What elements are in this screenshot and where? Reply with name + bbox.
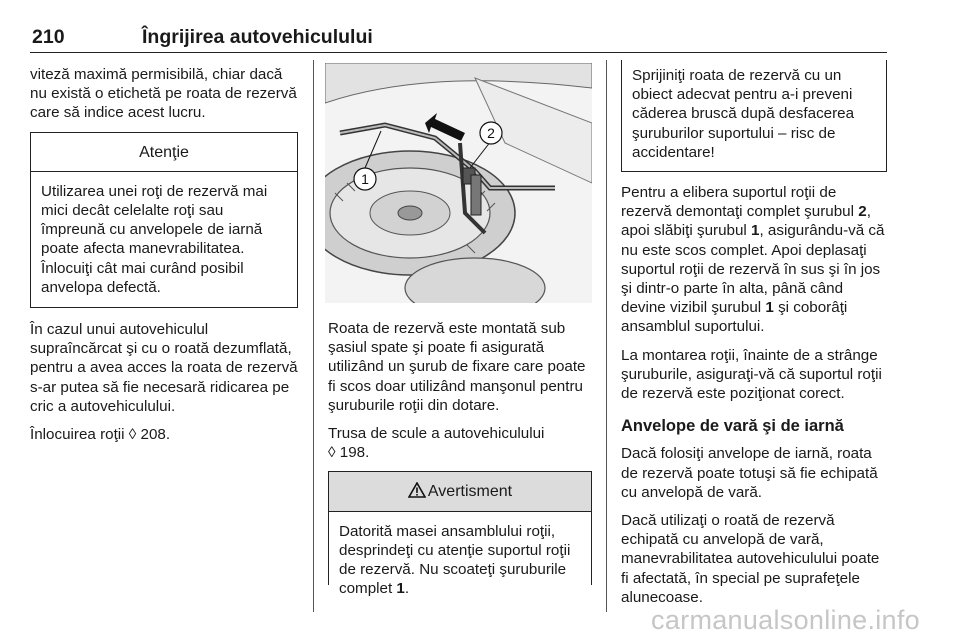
column-left <box>30 65 298 453</box>
chapter-title: Îngrijirea autovehiculului <box>142 26 373 48</box>
reference-page[interactable]: 198. <box>339 444 370 462</box>
reference-arrow-icon: ◊ <box>128 426 137 444</box>
section-heading: Anvelope de vară şi de iarnă <box>621 417 844 436</box>
paragraph: Roata de rezervă este montată sub şasiul spate şi poate fi asigurată utilizând un şurub de fixare care poate fi scos doar utilizând manşonul pentru şuruburile roţii din dotare. <box>328 320 586 414</box>
bolt-ref: 1 <box>765 299 774 317</box>
attention-box <box>30 132 298 308</box>
warning-triangle-icon <box>408 482 426 498</box>
text-run: Pentru a elibera suportul roţii de rezervă demontaţi complet şurubul <box>621 184 854 221</box>
reference-text: Înlocuirea roţii <box>30 426 125 444</box>
callout-label-2: 2 <box>487 125 495 141</box>
reference-text: Trusa de scule a autovehiculului <box>328 425 545 443</box>
column-middle <box>328 319 592 598</box>
page-header <box>30 24 887 53</box>
column-right <box>621 60 887 616</box>
warning-title <box>329 472 591 511</box>
warning-box <box>328 471 592 598</box>
attention-title: Atenţie <box>31 133 297 172</box>
paragraph: viteză maximă permisibilă, chiar dacă nu există o etichetă pe roata de rezervă care să indice acest lucru. <box>30 66 297 122</box>
watermark: carmanualsonline.info <box>651 605 920 635</box>
reference-arrow-icon: ◊ <box>328 444 336 462</box>
paragraph: În cazul unui autovehiculul supraîncărcat şi cu o roată dezumflată, pentru a avea acces la roata de rezervă s-ar putea să fie necesară ridicarea pe cric a autovehiculului. <box>30 321 298 415</box>
column-divider <box>313 60 314 612</box>
paragraph: Dacă utilizaţi o roată de rezervă echipată cu anvelopă de vară, manevrabilitatea autovehiculului poate fi afectată, în special pe suprafeţele alunecoase. <box>621 512 880 606</box>
bolt-ref: 1 <box>751 222 760 240</box>
callout-label-1: 1 <box>361 171 369 187</box>
text-run: , asigurându-vă că nu este scos complet. Apoi deplasaţi suportul roţii de rezervă în sus şi în jos şi dintr-o parte în alta, până când devine vizibil şurubul <box>621 222 885 317</box>
column-divider <box>606 60 607 612</box>
attention-body: Utilizarea unei roţi de rezervă mai mici decât celelalte roţi sau împreună cu anvelopele de iarnă poate afecta manevrabilitatea. Înlocuiţi cât mai curând posibil anvelopa defectă. <box>41 182 268 296</box>
warning-title-text: Avertisment <box>427 483 513 501</box>
warning-body-text: Datorită masei ansamblului roţii, desprindeţi cu atenţie suportul roţii de rezervă. Nu scoateţi şuruburile complet <box>339 522 571 598</box>
cross-reference <box>328 424 592 462</box>
paragraph: Dacă folosiţi anvelope de iarnă, roata de rezervă poate totuşi să fie echipată cu anvelopă de vară. <box>621 445 878 501</box>
warning-body-end: . <box>404 580 410 598</box>
bolt-ref: 2 <box>858 203 867 221</box>
cross-reference <box>30 425 298 444</box>
note-box <box>621 60 887 172</box>
text-run: şi coborâţi ansamblul suportului. <box>621 299 848 336</box>
text-run: , apoi slăbiţi şurubul <box>621 203 871 240</box>
reference-page[interactable]: 208. <box>140 426 171 444</box>
page-number: 210 <box>32 26 65 48</box>
note-text: Sprijiniţi roata de rezervă cu un obiect adecvat pentru a-i preveni căderea bruscă după desfacerea şuruburilor suportului – risc de accidentare! <box>632 67 855 161</box>
paragraph: La montarea roţii, înainte de a strânge şuruburile, asiguraţi-vă că suportul roţii de rezervă este poziţionat corect. <box>621 346 882 403</box>
warning-body <box>329 512 591 609</box>
spare-wheel-illustration <box>325 63 592 303</box>
paragraph <box>621 183 887 337</box>
bolt-ref: 1 <box>396 580 405 598</box>
